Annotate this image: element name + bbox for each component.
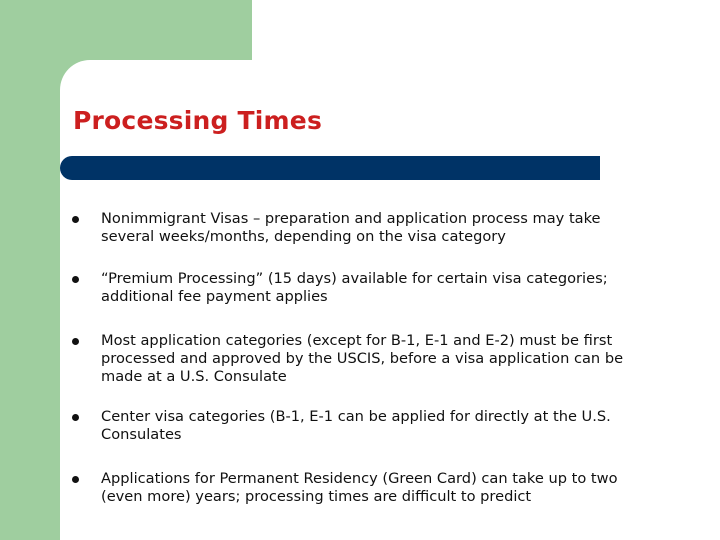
bullet-text: “Premium Processing” (15 days) available for certain visa categories; additional fee payment applies — [101, 270, 608, 305]
title-underline-bar — [60, 156, 600, 180]
bullet-text: Center visa categories (B-1, E-1 can be applied for directly at the U.S. Consulates — [101, 408, 611, 443]
slide-title: Processing Times — [73, 106, 323, 135]
bullet-dot-icon — [72, 476, 79, 483]
bullet-item — [68, 210, 658, 246]
bullet-item — [68, 470, 658, 506]
bullet-item — [68, 270, 658, 306]
bullet-dot-icon — [72, 414, 79, 421]
bullet-text: Most application categories (except for B-1, E-1 and E-2) must be first processed and approved by the USCIS, before a visa application can be made at a U.S. Consulate — [101, 332, 624, 385]
bullet-item — [68, 408, 658, 444]
bullet-text: Applications for Permanent Residency (Green Card) can take up to two (even more) years; processing times are difficult to predict — [101, 470, 618, 505]
bullet-item — [68, 332, 658, 386]
bullet-dot-icon — [72, 216, 79, 223]
decorative-green-strip — [0, 60, 60, 540]
bullet-dot-icon — [72, 276, 79, 283]
bullet-dot-icon — [72, 338, 79, 345]
bullet-text: Nonimmigrant Visas – preparation and application process may take several weeks/months, depending on the visa category — [101, 210, 601, 245]
